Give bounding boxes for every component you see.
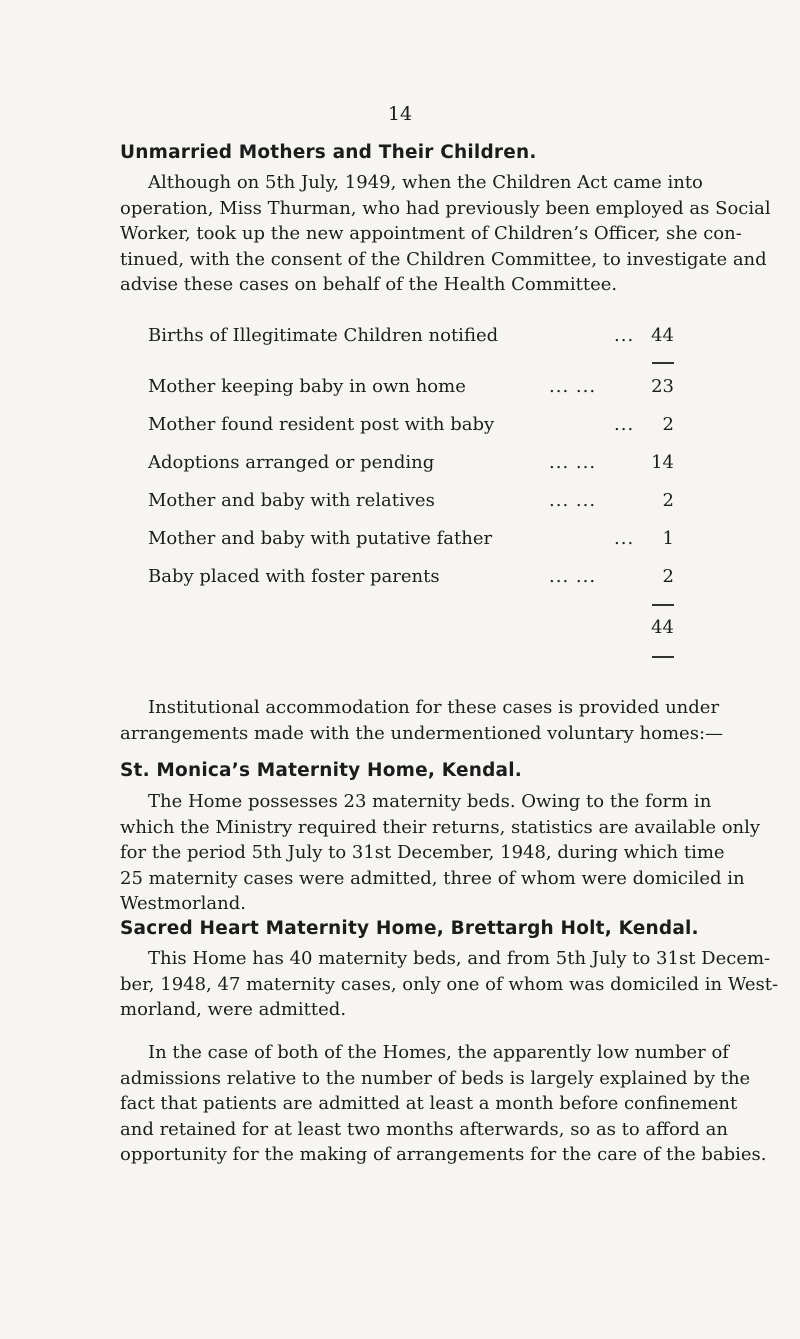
row-label: Births of Illegitimate Children notified <box>148 325 499 346</box>
paragraph-line: advise these cases on behalf of the Health Committee. <box>120 274 618 295</box>
paragraph-line: fact that patients are admitted at least a month before confinement <box>120 1093 738 1114</box>
births-total-row <box>148 325 708 351</box>
row-label: Mother and baby with putative father <box>148 528 493 549</box>
paragraph-line: ber, 1948, 47 maternity cases, only one of whom was domiciled in West- <box>120 973 779 995</box>
paragraph-line: 25 maternity cases were admitted, three of whom were domiciled in <box>120 867 745 889</box>
row-label: Mother and baby with relatives <box>148 490 435 511</box>
paragraph-line: Institutional accommodation for these cases is provided under <box>148 697 720 718</box>
row-leader-dots: ... <box>614 325 635 346</box>
rule-before-sum <box>652 604 674 606</box>
rule-after-total <box>652 362 674 364</box>
paragraph-line: operation, Miss Thurman, who had previously been employed as Social <box>120 197 771 219</box>
paragraph-line: Worker, took up the new appointment of Children’s Officer, she con- <box>120 223 742 244</box>
row-value: 1 <box>662 528 674 549</box>
row-leader-dots: ... <box>614 528 635 549</box>
row-label: Adoptions arranged or pending <box>148 452 435 473</box>
row-value: 2 <box>662 490 674 511</box>
closing-paragraph <box>120 1040 767 1168</box>
births-row <box>148 566 708 592</box>
births-row <box>148 376 708 402</box>
row-leader-dots: ... ... <box>549 376 597 397</box>
row-leader-dots: ... ... <box>549 566 597 587</box>
paragraph-line: This Home has 40 maternity beds, and from 5th July to 31st Decem- <box>148 948 771 969</box>
sacred-heart-paragraph <box>120 946 779 1023</box>
row-label: Mother found resident post with baby <box>148 414 495 435</box>
births-sum-row <box>148 617 708 643</box>
row-value: 2 <box>662 414 674 435</box>
paragraph-line: for the period 5th July to 31st December, 1948, during which time <box>120 842 725 863</box>
births-row <box>148 528 708 554</box>
institutional-paragraph <box>120 695 724 746</box>
section-heading-sacred-heart: Sacred Heart Maternity Home, Brettargh Holt, Kendal. <box>120 918 699 939</box>
paragraph-line: The Home possesses 23 maternity beds. Owing to the form in <box>148 791 712 812</box>
paragraph-line: opportunity for the making of arrangements for the care of the babies. <box>120 1144 767 1165</box>
rule-after-sum <box>652 656 674 658</box>
births-row <box>148 452 708 478</box>
births-row <box>148 490 708 516</box>
intro-paragraph <box>120 170 771 298</box>
paragraph-line: Although on 5th July, 1949, when the Children Act came into <box>148 172 703 193</box>
row-label: Baby placed with foster parents <box>148 566 440 587</box>
paragraph-line: and retained for at least two months afterwards, so as to afford an <box>120 1118 729 1140</box>
paragraph-line: In the case of both of the Homes, the apparently low number of <box>148 1042 729 1063</box>
paragraph-line: which the Ministry required their returns, statistics are available only <box>120 816 761 838</box>
paragraph-line: tinued, with the consent of the Children Committee, to investigate and <box>120 248 767 270</box>
paragraph-line: morland, were admitted. <box>120 999 347 1020</box>
row-value: 2 <box>662 566 674 587</box>
paragraph-line: Westmorland. <box>120 893 246 914</box>
section-heading-st-monica: St. Monica’s Maternity Home, Kendal. <box>120 760 522 781</box>
st-monica-paragraph <box>120 789 761 917</box>
section-heading-unmarried-mothers: Unmarried Mothers and Their Children. <box>120 142 537 163</box>
row-leader-dots: ... ... <box>549 490 597 511</box>
row-value: 23 <box>651 376 674 397</box>
row-label: Mother keeping baby in own home <box>148 376 466 397</box>
page-number: 14 <box>387 103 413 125</box>
row-value: 44 <box>651 617 674 638</box>
paragraph-line: arrangements made with the undermentioned voluntary homes:— <box>120 722 724 744</box>
births-row <box>148 414 708 440</box>
row-leader-dots: ... <box>614 414 635 435</box>
paragraph-line: admissions relative to the number of beds is largely explained by the <box>120 1067 751 1089</box>
row-value: 44 <box>651 325 674 346</box>
row-leader-dots: ... ... <box>549 452 597 473</box>
row-value: 14 <box>651 452 674 473</box>
